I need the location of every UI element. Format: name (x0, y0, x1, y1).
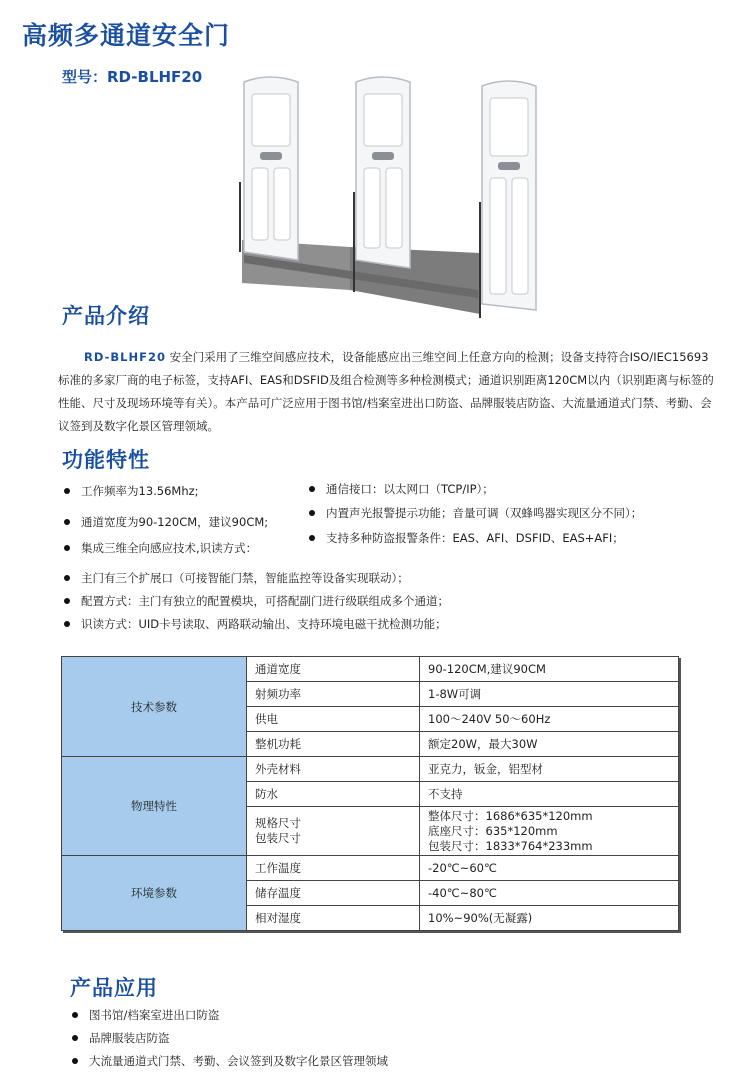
page-title: 高频多通道安全门 (22, 21, 231, 50)
security-gate-image (230, 72, 550, 328)
intro-lead: RD-BLHF20 (84, 350, 166, 364)
table-row: 射频功率 1-8W可调 (62, 682, 679, 707)
table-row: 环境参数 工作温度 -20℃~60℃ (62, 856, 679, 881)
feature-item: 配置方式：主门有独立的配置模块，可搭配副门进行级联组成多个通道； (64, 593, 449, 609)
bullet-icon (72, 1035, 78, 1041)
group-tech: 技术参数 (62, 657, 247, 757)
table-row: 整机功耗 额定20W，最大30W (62, 732, 679, 757)
group-environment: 环境参数 (62, 856, 247, 931)
feature-item: 识读方式：UID卡号读取、两路联动输出、支持环境电磁干扰检测功能； (64, 616, 447, 632)
gate-pedestal (356, 77, 410, 268)
bullet-icon (64, 519, 70, 525)
feature-item: 集成三维全向感应技术,识读方式： (64, 540, 257, 556)
bullet-icon (309, 510, 315, 516)
feature-item: 通信接口：以太网口（TCP/IP）； (309, 481, 494, 497)
feature-item: 内置声光报警提示功能；音量可调（双蜂鸣器实现区分不同）； (309, 505, 642, 521)
bullet-icon (64, 621, 70, 627)
feature-item: 支持多种防盗报警条件：EAS、AFI、DSFID、EAS+AFI； (309, 530, 624, 546)
intro-paragraph (58, 346, 718, 438)
group-physical: 物理特性 (62, 757, 247, 856)
spec-table (61, 656, 679, 931)
bullet-icon (309, 486, 315, 492)
application-item: 图书馆/档案室进出口防盗 (72, 1007, 219, 1023)
feature-item: 通道宽度为90-120CM，建议90CM; (64, 514, 268, 530)
gate-pedestal (244, 77, 298, 260)
table-row: 储存温度 -40℃~80℃ (62, 881, 679, 906)
gate-pedestal (482, 81, 536, 310)
table-row: 供电 100～240V 50～60Hz (62, 707, 679, 732)
bullet-icon (72, 1012, 78, 1018)
application-item: 大流量通道式门禁、考勤、会议签到及数字化景区管理领域 (72, 1053, 388, 1069)
table-row: 防水 不支持 (62, 782, 679, 807)
bullet-icon (72, 1058, 78, 1064)
feature-item: 工作频率为13.56Mhz; (64, 483, 199, 499)
application-item: 品牌服装店防盗 (72, 1030, 170, 1046)
features-heading: 功能特性 (62, 448, 150, 472)
bullet-icon (64, 488, 70, 494)
feature-item: 主门有三个扩展口（可接智能门禁，智能监控等设备实现联动）； (64, 570, 409, 586)
bullet-icon (309, 535, 315, 541)
intro-text: 安全门采用了三维空间感应技术，设备能感应出三维空间上任意方向的检测；设备支持符合ISO/IEC15693标准的多家厂商的电子标签，支持AFI、EAS和DSFID及组合检测等多种检测模式；通道识别距离120CM以内（识别距离与标签的性能、尺寸及现场环境等有关）。本产品可广泛应用于图书馆/档案室进出口防盗、品牌服装店防盗、大流量通道式门禁、考勤、会议签到及数字化景区管理领域。 (58, 350, 714, 433)
bullet-icon (64, 575, 70, 581)
table-row: 技术参数 通道宽度 90-120CM,建议90CM (62, 657, 679, 682)
table-row: 物理特性 外壳材料 亚克力，钣金，铝型材 (62, 757, 679, 782)
table-row: 规格尺寸 包装尺寸 整体尺寸：1686*635*120mm 底座尺寸：635*120mm 包装尺寸：1833*764*233mm (62, 807, 679, 856)
bullet-icon (64, 598, 70, 604)
intro-heading: 产品介绍 (62, 304, 150, 328)
model-number: 型号：RD-BLHF20 (62, 68, 203, 86)
bullet-icon (64, 545, 70, 551)
table-row: 相对湿度 10%~90%(无凝露) (62, 906, 679, 931)
application-heading: 产品应用 (70, 976, 158, 1000)
